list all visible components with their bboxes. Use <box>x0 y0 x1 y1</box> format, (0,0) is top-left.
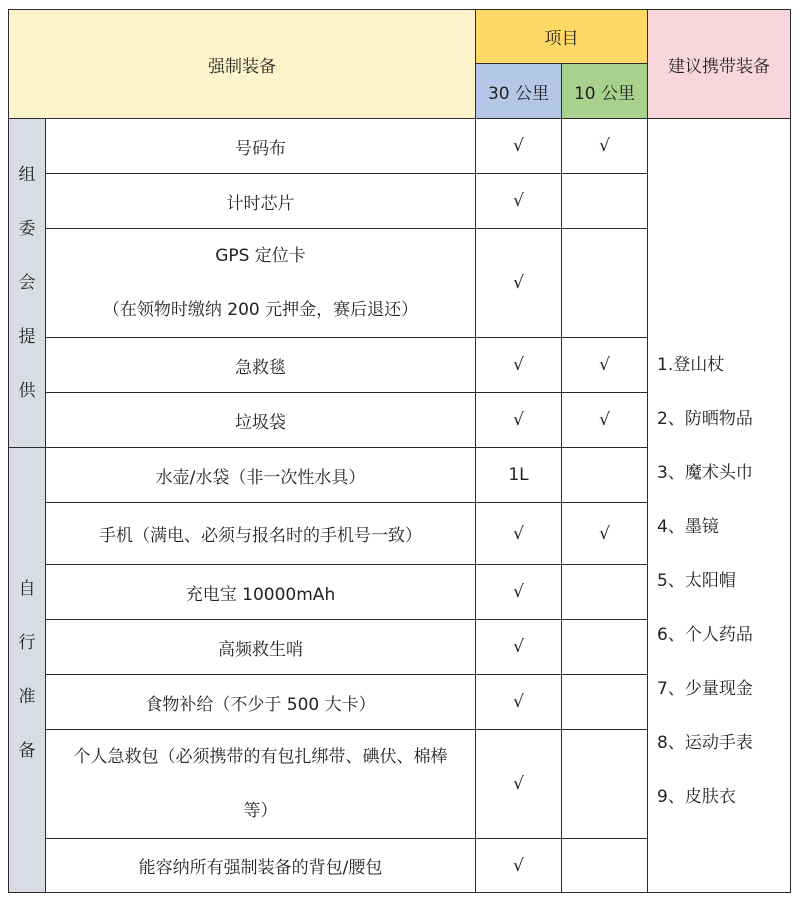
mark-30km: √ <box>476 730 562 839</box>
mark-10km <box>562 839 648 893</box>
item-cell <box>46 393 476 448</box>
mark-30km: √ <box>476 565 562 620</box>
suggested-item: 1.登山杖 <box>657 354 725 375</box>
suggested-item: 4、墨镜 <box>657 516 719 537</box>
suggested-header: 建议携带装备 <box>648 10 791 119</box>
item-label: 水壶/水袋（非一次性水具） <box>155 467 366 488</box>
item-label: 高频救生哨 <box>218 639 303 660</box>
group-char: 行 <box>18 633 36 653</box>
mark-30km: 1L <box>476 448 562 503</box>
item-label: GPS 定位卡 <box>215 246 306 266</box>
item-label: 能容纳所有强制装备的背包/腰包 <box>138 858 383 878</box>
item-label: 充电宝 10000mAh <box>185 584 336 605</box>
item-label: 号码布 <box>235 138 286 159</box>
group-char: 会 <box>18 273 36 293</box>
mark-10km: √ <box>562 393 648 448</box>
suggested-item: 6、个人药品 <box>657 624 753 645</box>
project-header: 项目 <box>476 10 648 64</box>
group-char: 准 <box>18 687 36 707</box>
item-label: 垃圾袋 <box>235 412 286 433</box>
suggested-item: 2、防晒物品 <box>657 408 753 429</box>
suggested-list-cell <box>648 119 791 893</box>
mark-10km: √ <box>562 338 648 393</box>
item-cell <box>46 620 476 675</box>
mark-30km: √ <box>476 229 562 338</box>
group-self <box>9 448 46 893</box>
item-cell <box>46 229 476 338</box>
item-cell <box>46 675 476 730</box>
mark-10km <box>562 229 648 338</box>
mark-30km: √ <box>476 119 562 174</box>
mark-30km: √ <box>476 338 562 393</box>
item-label: 手机（满电、必须与报名时的手机号一致） <box>99 526 422 546</box>
mark-30km: √ <box>476 393 562 448</box>
group-char: 组 <box>18 165 36 185</box>
item-label: 急救毯 <box>235 357 286 378</box>
item-label: 个人急救包（必须携带的有包扎绑带、碘伏、棉棒 <box>73 747 448 767</box>
header-10km: 10 公里 <box>562 64 648 119</box>
mark-10km: √ <box>562 119 648 174</box>
group-char: 供 <box>18 381 36 401</box>
mark-30km: √ <box>476 174 562 229</box>
item-label: 计时芯片 <box>226 193 295 214</box>
item-note: （在领物时缴纳 200 元押金，赛后退还） <box>102 300 419 320</box>
suggested-item: 9、皮肤衣 <box>657 786 736 807</box>
mark-10km <box>562 174 648 229</box>
mark-10km <box>562 620 648 675</box>
group-char: 自 <box>18 579 36 599</box>
mark-30km: √ <box>476 839 562 893</box>
item-cell <box>46 119 476 174</box>
item-cell <box>46 448 476 503</box>
item-cell <box>46 503 476 565</box>
header-30km: 30 公里 <box>476 64 562 119</box>
mark-10km <box>562 730 648 839</box>
item-cell <box>46 839 476 893</box>
group-char: 备 <box>18 741 36 761</box>
mark-30km: √ <box>476 675 562 730</box>
equipment-table <box>8 9 791 893</box>
suggested-item: 8、运动手表 <box>657 732 753 753</box>
suggested-item: 5、太阳帽 <box>657 570 736 591</box>
suggested-list <box>657 338 790 824</box>
mark-10km <box>562 565 648 620</box>
suggested-item: 7、少量现金 <box>657 678 753 699</box>
mark-30km: √ <box>476 620 562 675</box>
group-char: 委 <box>18 219 36 239</box>
item-note: 等） <box>243 801 278 821</box>
group-organizer <box>9 119 46 448</box>
item-cell <box>46 338 476 393</box>
mandatory-header: 强制装备 <box>9 10 476 119</box>
item-label: 食物补给（不少于 500 大卡） <box>145 694 376 715</box>
group-char: 提 <box>18 327 36 347</box>
mark-10km <box>562 675 648 730</box>
item-cell <box>46 174 476 229</box>
item-cell <box>46 565 476 620</box>
item-cell <box>46 730 476 839</box>
mark-10km: √ <box>562 503 648 565</box>
mark-10km <box>562 448 648 503</box>
mark-30km: √ <box>476 503 562 565</box>
suggested-item: 3、魔术头巾 <box>657 462 753 483</box>
